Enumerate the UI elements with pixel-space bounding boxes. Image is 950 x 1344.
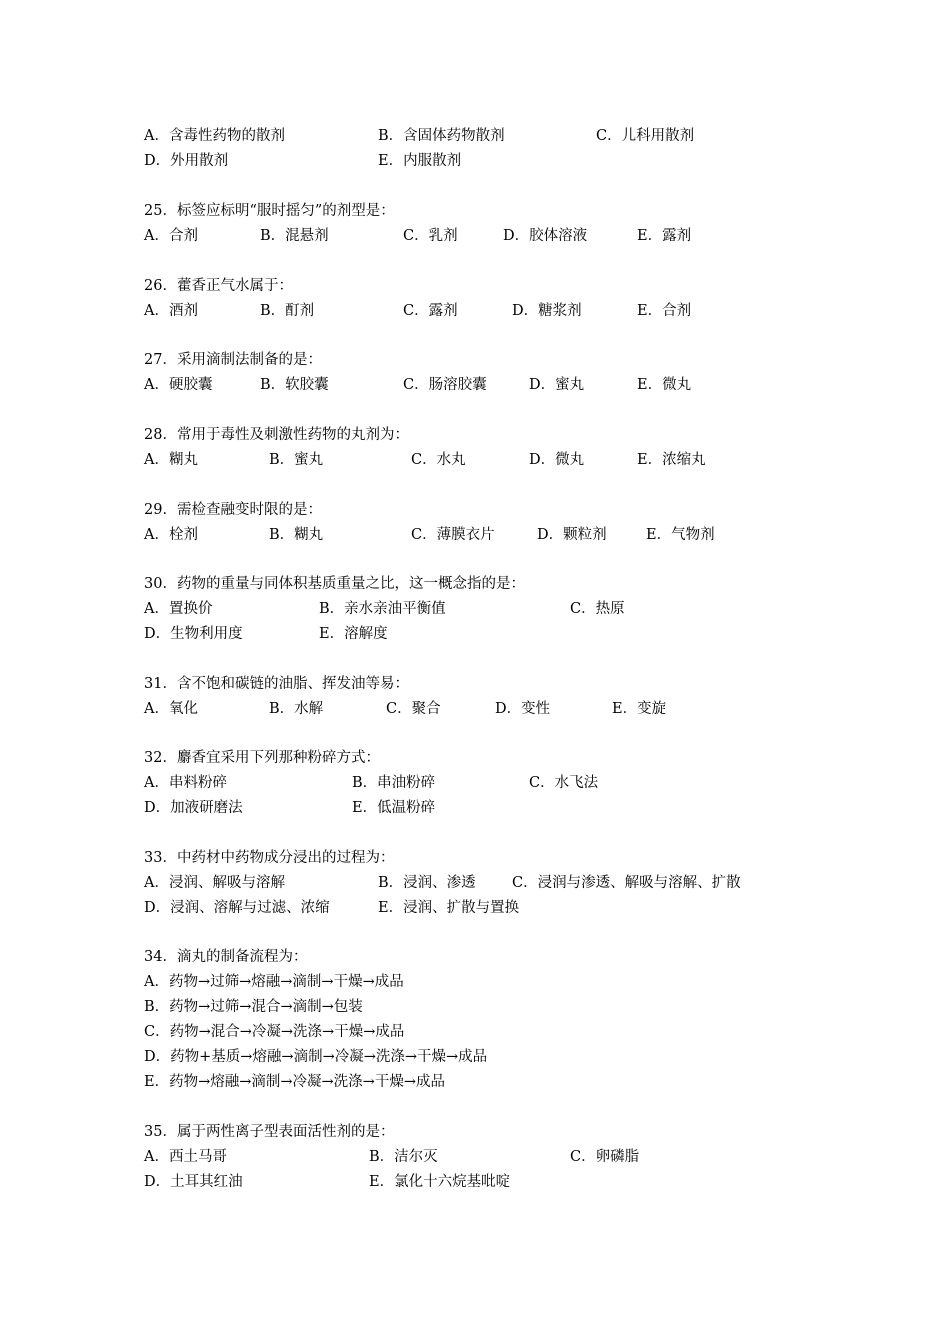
option-text: C．水飞法 — [529, 775, 599, 791]
option-text: A．串料粉碎 — [144, 775, 227, 791]
option-text: E．氯化十六烷基吡啶 — [369, 1174, 511, 1190]
question-text: 26．藿香正气水属于： — [144, 278, 293, 294]
option-text: E．浸润、扩散与置换 — [378, 900, 520, 916]
option-text: C．聚合 — [386, 701, 441, 717]
option-row — [0, 699, 950, 719]
option-text: A．药物→过筛→熔融→滴制→干燥→成品 — [144, 974, 404, 990]
option-text: E．药物→熔融→滴制→冷凝→洗涤→干燥→成品 — [144, 1074, 445, 1090]
option-text: B．混悬剂 — [260, 228, 329, 244]
option-row — [0, 997, 950, 1017]
option-text: A．酒剂 — [144, 303, 198, 319]
option-row — [0, 126, 950, 146]
option-text: A．合剂 — [144, 228, 198, 244]
question-text: 30．药物的重量与同体积基质重量之比，这一概念指的是： — [144, 576, 525, 592]
question-stem-26 — [0, 276, 950, 296]
option-row — [0, 972, 950, 992]
option-text: A．硬胶囊 — [144, 377, 213, 393]
question-stem-27 — [0, 350, 950, 370]
question-text: 33．中药材中药物成分浸出的过程为： — [144, 850, 395, 866]
option-text: D．糖浆剂 — [512, 303, 582, 319]
option-row — [0, 898, 950, 918]
option-text: D．加液研磨法 — [144, 800, 243, 816]
option-text: A．西土马哥 — [144, 1149, 227, 1165]
option-text: C．浸润与渗透、解吸与溶解、扩散 — [512, 875, 741, 891]
question-text: 34．滴丸的制备流程为： — [144, 949, 308, 965]
option-text: B．浸润、渗透 — [378, 875, 476, 891]
option-text: E．低温粉碎 — [352, 800, 436, 816]
question-text: 32．麝香宜采用下列那种粉碎方式： — [144, 750, 380, 766]
option-text: B．药物→过筛→混合→滴制→包装 — [144, 999, 363, 1015]
option-text: C．露剂 — [403, 303, 458, 319]
option-text: E．变旋 — [612, 701, 667, 717]
option-text: C．肠溶胶囊 — [403, 377, 487, 393]
question-stem-29 — [0, 500, 950, 520]
question-stem-25 — [0, 201, 950, 221]
option-text: A．氧化 — [144, 701, 198, 717]
option-text: B．含固体药物散剂 — [378, 128, 505, 144]
question-stem-34 — [0, 947, 950, 967]
option-row — [0, 599, 950, 619]
option-text: D．生物利用度 — [144, 626, 243, 642]
option-text: D．颗粒剂 — [537, 527, 607, 543]
option-text: A．含毒性药物的散剂 — [144, 128, 285, 144]
option-text: D．药物+基质→熔融→滴制→冷凝→洗涤→干燥→成品 — [144, 1049, 488, 1065]
option-text: D．胶体溶液 — [503, 228, 588, 244]
option-text: A．浸润、解吸与溶解 — [144, 875, 285, 891]
question-text: 31．含不饱和碳链的油脂、挥发油等易： — [144, 676, 409, 692]
option-text: C．水丸 — [411, 452, 466, 468]
option-text: A．糊丸 — [144, 452, 198, 468]
option-text: B．软胶囊 — [260, 377, 329, 393]
option-text: B．酊剂 — [260, 303, 315, 319]
option-text: E．合剂 — [637, 303, 692, 319]
option-text: E．溶解度 — [319, 626, 388, 642]
question-stem-32 — [0, 748, 950, 768]
option-row — [0, 873, 950, 893]
question-text: 27．采用滴制法制备的是： — [144, 352, 322, 368]
option-text: C．儿科用散剂 — [596, 128, 695, 144]
option-text: C．卵磷脂 — [570, 1149, 640, 1165]
option-row — [0, 773, 950, 793]
option-text: E．露剂 — [637, 228, 692, 244]
question-stem-33 — [0, 848, 950, 868]
option-text: D．微丸 — [529, 452, 585, 468]
option-row — [0, 450, 950, 470]
option-text: C．热原 — [570, 601, 625, 617]
option-text: D．外用散剂 — [144, 153, 229, 169]
option-text: C．薄膜衣片 — [411, 527, 495, 543]
option-text: B．蜜丸 — [269, 452, 324, 468]
option-row — [0, 1022, 950, 1042]
option-text: E．微丸 — [637, 377, 692, 393]
question-stem-28 — [0, 425, 950, 445]
option-row — [0, 1047, 950, 1067]
option-text: D．浸润、溶解与过滤、浓缩 — [144, 900, 330, 916]
option-row — [0, 226, 950, 246]
option-row — [0, 798, 950, 818]
option-text: C．药物→混合→冷凝→洗涤→干燥→成品 — [144, 1024, 405, 1040]
option-row — [0, 624, 950, 644]
question-text: 25．标签应标明“服时摇匀”的剂型是： — [144, 203, 395, 219]
option-text: B．水解 — [269, 701, 324, 717]
option-row — [0, 1172, 950, 1192]
question-text: 29．需检查融变时限的是： — [144, 502, 322, 518]
option-row — [0, 1072, 950, 1092]
option-text: B．亲水亲油平衡值 — [319, 601, 446, 617]
option-row — [0, 1147, 950, 1167]
option-text: B．串油粉碎 — [352, 775, 436, 791]
option-text: C．乳剂 — [403, 228, 458, 244]
option-text: A．栓剂 — [144, 527, 198, 543]
question-text: 35．属于两性离子型表面活性剂的是： — [144, 1124, 395, 1140]
option-text: E．内服散剂 — [378, 153, 462, 169]
option-text: B．洁尔灭 — [369, 1149, 438, 1165]
option-text: A．置换价 — [144, 601, 213, 617]
option-text: E．气物剂 — [646, 527, 715, 543]
option-row — [0, 375, 950, 395]
option-row — [0, 151, 950, 171]
option-text: B．糊丸 — [269, 527, 324, 543]
option-text: D．土耳其红油 — [144, 1174, 243, 1190]
option-text: E．浓缩丸 — [637, 452, 706, 468]
option-row — [0, 525, 950, 545]
option-text: D．蜜丸 — [529, 377, 585, 393]
question-stem-35 — [0, 1122, 950, 1142]
question-stem-30 — [0, 574, 950, 594]
option-text: D．变性 — [495, 701, 551, 717]
option-row — [0, 301, 950, 321]
question-stem-31 — [0, 674, 950, 694]
question-text: 28．常用于毒性及刺激性药物的丸剂为： — [144, 427, 409, 443]
